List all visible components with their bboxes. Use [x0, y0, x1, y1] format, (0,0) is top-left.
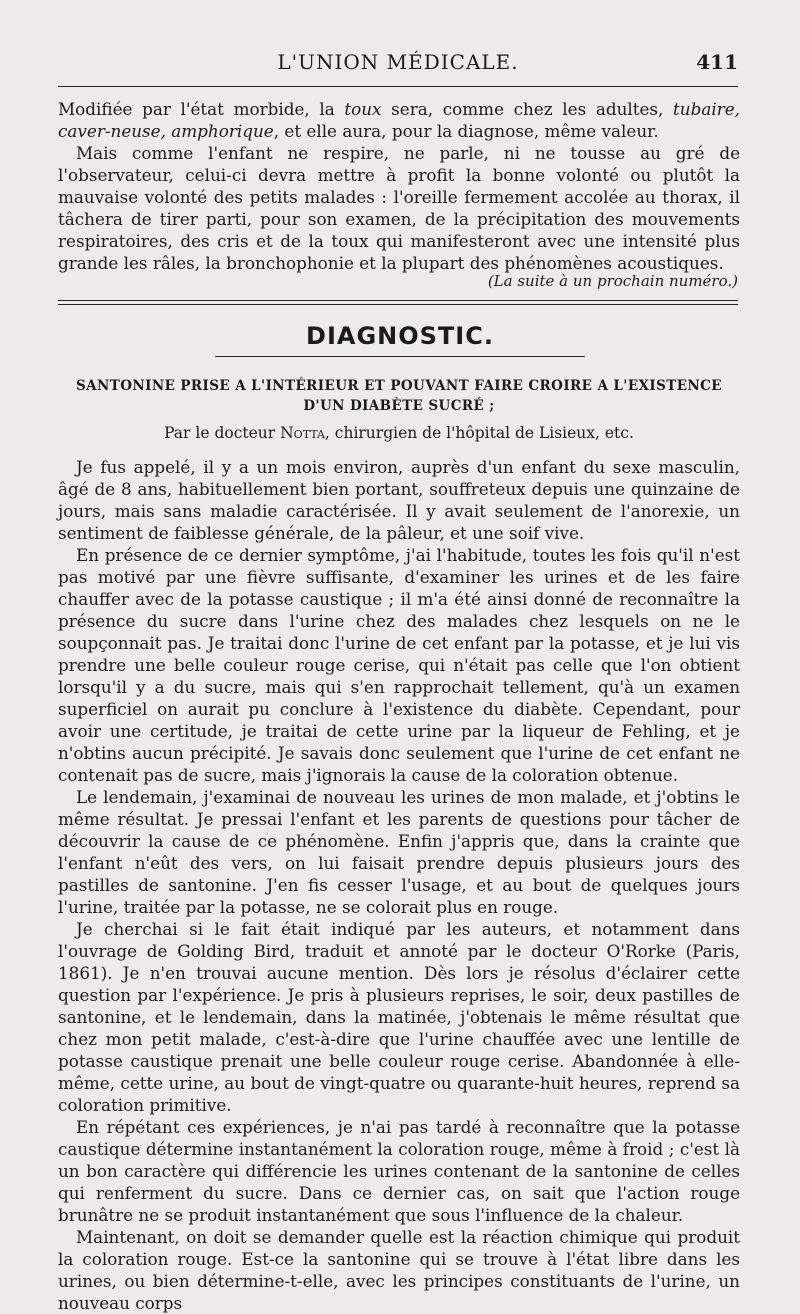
running-title: L'UNION MÉDICALE.	[277, 50, 519, 74]
byline-suffix: , chirurgien de l'hôpital de Lisieux, etc.	[324, 424, 634, 442]
intro-p1-part-c: , et elle aura, pour la diagnose, même valeur.	[273, 121, 659, 141]
article-body	[58, 456, 740, 1314]
article-paragraph: Je fus appelé, il y a un mois environ, auprès d'un enfant du sexe masculin, âgé de 8 ans, habituellement bien portant, souffreteux depuis une quinzaine de jours, mais sans maladie caractérisée. Il y avait seulement de l'anorexie, un sentiment de faiblesse générale, de la pâleur, et une soif vive.	[58, 457, 740, 543]
byline	[58, 424, 740, 442]
article-paragraph: Le lendemain, j'examinai de nouveau les urines de mon malade, et j'obtins le même résultat. Je pressai l'enfant et les parents de questions pour tâcher de découvrir la cause de ce phénomène. Enfin j'appris que, dans la crainte que l'enfant n'eût des vers, on lui faisait prendre depuis plusieurs jours des pastilles de santonine. J'en fis cesser l'usage, et au bout de quelques jours l'urine, traitée par la potasse, ne se colorait plus en rouge.	[58, 787, 740, 917]
article-paragraph: En répétant ces expériences, je n'ai pas tardé à reconnaître que la potasse caustique détermine instantanément la coloration rouge, même à froid ; c'est là un bon caractère qui différencie les urines contenant de la santonine de celles qui renferment du sucre. Dans ce dernier cas, on sait que l'action rouge brunâtre ne se produit instantanément que sous l'influence de la chaleur.	[58, 1117, 740, 1225]
article-paragraph: Je cherchai si le fait était indiqué par les auteurs, et notamment dans l'ouvrage de Golding Bird, traduit et annoté par le docteur O'Rorke (Paris, 1861). Je n'en trouvai aucune mention. Dès lors je résolus d'éclairer cette question par l'expérience. Je pris à plusieurs reprises, le soir, deux pastilles de santonine, et le lendemain, dans la matinée, j'obtenais le même résultat que chez mon petit malade, c'est-à-dire que l'urine chauffée avec une lentille de potasse caustique prenait une belle couleur rouge cerise. Abandonnée à elle-même, cette urine, au bout de vingt-quatre ou quarante-huit heures, reprend sa coloration primitive.	[58, 919, 740, 1115]
continuation-note: (La suite à un prochain numéro.)	[487, 272, 738, 290]
section-rule-2	[58, 304, 738, 305]
article-paragraph: En présence de ce dernier symptôme, j'ai l'habitude, toutes les fois qu'il n'est pas motivé par une fièvre suffisante, d'examiner les urines et de les faire chauffer avec de la potasse caustique ; il m'a été ainsi donné de reconnaître la présence du sucre dans l'urine chez des malades chez lesquels on ne le soupçonnait pas. Je traitai donc l'urine de cet enfant par la potasse, et je lui vis prendre une belle couleur rouge cerise, qui n'était pas celle que l'on obtient lorsqu'il y a du sucre, mais qui s'en rapprochait tellement, qu'à un examen superficiel on aurait pu conclure à l'existence du diabète. Cependant, pour avoir une certitude, je traitai de cette urine par la liqueur de Fehling, et je n'obtins aucun précipité. Je savais donc seulement que l'urine de cet enfant ne contenait pas de sucre, mais j'ignorais la cause de la coloration obtenue.	[58, 545, 740, 785]
byline-prefix: Par le docteur	[164, 424, 281, 442]
section-title: DIAGNOSTIC.	[306, 322, 494, 350]
article-title-line-1: SANTONINE PRISE A L'INTÉRIEUR ET POUVANT FAIRE CROIRE A L'EXISTENCE	[76, 378, 722, 394]
page-header	[58, 50, 738, 80]
article-title	[58, 376, 740, 416]
intro-text	[58, 98, 740, 274]
article-paragraph: Maintenant, on doit se demander quelle est la réaction chimique qui produit la coloration rouge. Est-ce la santonine qui se trouve à l'état libre dans les urines, ou bien détermine-t-elle, avec les principes constituants de l'urine, un nouveau corps	[58, 1227, 740, 1313]
header-rule	[58, 86, 738, 87]
intro-paragraph-1	[58, 98, 740, 142]
section-rule-1	[58, 300, 738, 301]
intro-p1-types: tubaire, caver-neuse, amphorique	[58, 99, 740, 141]
author-name: Notta	[280, 424, 325, 442]
article-title-line-2: D'UN DIABÈTE SUCRÉ ;	[303, 398, 495, 414]
title-underline	[215, 356, 585, 357]
intro-p1-toux: toux	[344, 99, 382, 119]
intro-p1-part-b: sera, comme chez les adultes,	[381, 99, 674, 119]
page-number: 411	[696, 50, 738, 74]
intro-p1-part-a: Modifiée par l'état morbide, la	[58, 99, 345, 119]
intro-paragraph-2: Mais comme l'enfant ne respire, ne parle, ni ne tousse au gré de l'observateur, celui-ci devra mettre à profit la bonne volonté ou plutôt la mauvaise volonté des petits malades : l'oreille fermement accolée au thorax, il tâchera de tirer parti, pour son examen, de la précipitation des mouvements respiratoires, des cris et de la toux qui manifesteront avec une intensité plus grande les râles, la bronchophonie et la plupart des phénomènes acoustiques.	[58, 143, 740, 273]
